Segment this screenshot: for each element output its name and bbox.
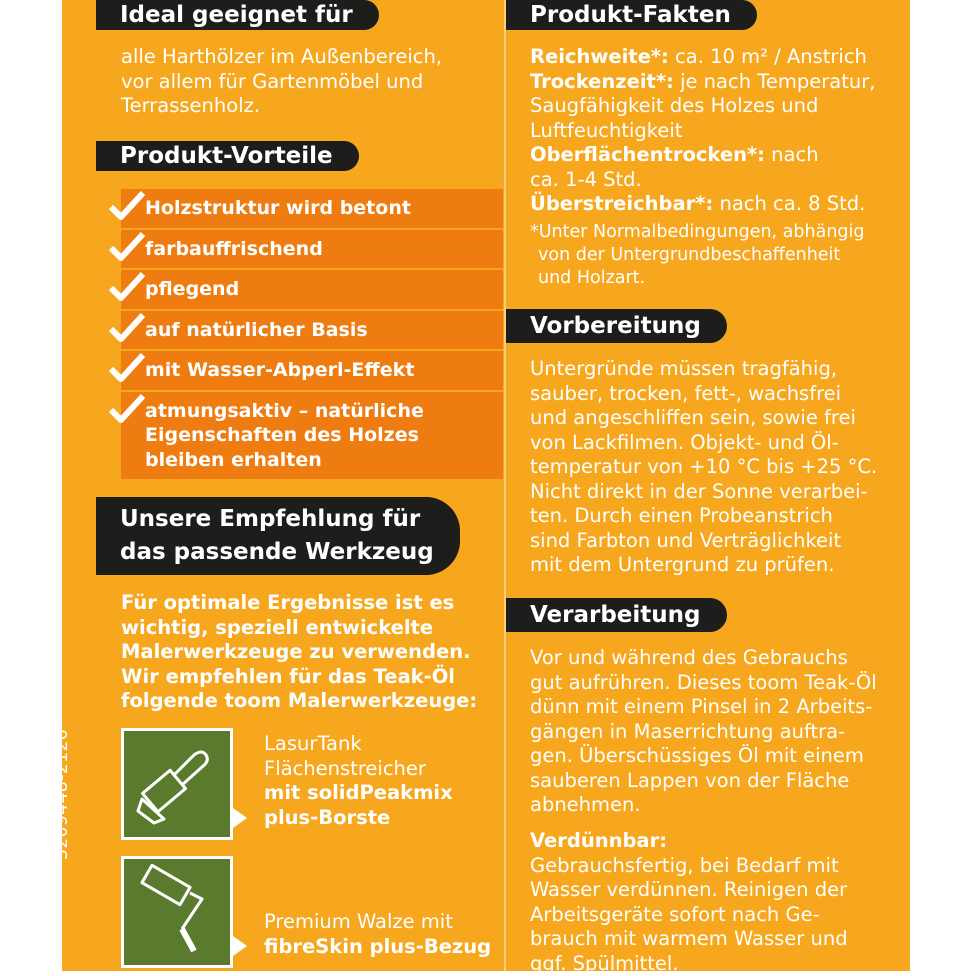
checkmark-icon xyxy=(107,270,147,308)
vorbereitung-heading: Vorbereitung xyxy=(506,309,727,343)
ideal-line: vor allem für Gartenmöbel und xyxy=(121,69,424,93)
roller-tool-box xyxy=(121,856,233,968)
empfehlung-line: Für optimale Ergebnisse ist es xyxy=(121,591,455,614)
verduennbar-text: Verdünnbar: Gebrauchsfertig, bei Bedarf mit Wasser verdünnen. Reinigen der Arbeitsgeräte sofort nach Ge- brauch mit warmem Wasser und ggf. Spülmittel. xyxy=(530,829,848,975)
empfehlung-line: folgende toom Malerwerkzeuge: xyxy=(121,689,478,712)
checkmark-icon xyxy=(107,311,147,349)
benefit-item: atmungsaktiv – natürliche Eigenschaften des Holzes bleiben erhalten xyxy=(121,392,503,480)
benefit-item: auf natürlicher Basis xyxy=(121,311,503,350)
ideal-line: alle Harthölzer im Außenbereich, xyxy=(121,45,443,68)
empfehlung-line: Malerwerkzeuge zu verwenden. xyxy=(121,640,471,663)
brush-icon xyxy=(124,731,230,837)
article-number: 3209448-2126 xyxy=(52,728,72,860)
fakten-footnote: *Unter Normalbedingungen, abhängig von der Untergrundbeschaffenheit und Holzart. xyxy=(530,222,865,288)
verarbeitung-heading: Verarbeitung xyxy=(506,598,727,632)
brush-tool-arrow xyxy=(233,808,247,828)
empfehlung-text xyxy=(121,591,477,714)
empfehlung-line: wichtig, speziell entwickelte xyxy=(121,615,434,639)
empfehlung-line: Wir empfehlen für das Teak-Öl xyxy=(121,664,455,688)
ideal-heading: Ideal geeignet für xyxy=(96,0,379,30)
brush-tool-text: LasurTank Flächenstreicher mit solidPeakmix plus-Borste xyxy=(264,732,453,829)
ideal-line: Terrassenholz. xyxy=(121,94,261,117)
product-label xyxy=(52,0,910,975)
roller-tool-arrow xyxy=(233,936,247,956)
brush-tool-box xyxy=(121,728,233,840)
ideal-text xyxy=(121,45,442,119)
benefit-item: farbauffrischend xyxy=(121,230,503,269)
benefit-item: Holzstruktur wird betont xyxy=(121,189,503,228)
checkmark-icon xyxy=(107,351,147,389)
roller-icon xyxy=(124,859,230,965)
fakten-text: Reichweite*: ca. 10 m² / Anstrich Trockenzeit*: je nach Temperatur, Saugfähigkeit des Holzes und Luftfeuchtigkeit Oberflächentrocken*: nach ca. 1-4 Std. Überstreichbar*: nach ca. 8 Std. xyxy=(530,45,876,215)
benefits-list xyxy=(121,189,503,481)
empfehlung-heading: Unsere Empfehlung für das passende Werkzeug xyxy=(96,497,460,575)
vorbereitung-text: Untergründe müssen tragfähig, sauber, trocken, fett-, wachsfrei und angeschliffen sein, sowie frei von Lackfilmen. Objekt- und Öl- temperatur von +10 °C bis +25 °C. Nicht direkt in der Sonne verarbei- ten. Durch einen Probeanstrich sind Farbton und Verträglichkeit mit dem Untergrund zu prüfen. xyxy=(530,357,878,576)
checkmark-icon xyxy=(107,189,147,227)
benefit-item: pflegend xyxy=(121,270,503,309)
column-divider xyxy=(504,0,506,971)
checkmark-icon xyxy=(107,230,147,268)
fakten-heading: Produkt-Fakten xyxy=(506,0,757,30)
vorteile-heading: Produkt-Vorteile xyxy=(96,141,359,171)
roller-tool-text: Premium Walze mit fibreSkin plus-Bezug xyxy=(264,910,492,958)
checkmark-icon xyxy=(107,392,147,430)
verarbeitung-text: Vor und während des Gebrauchs gut aufrühren. Dieses toom Teak-Öl dünn mit einem Pinsel in 2 Arbeits- gängen in Maserrichtung auftra- gen. Überschüssiges Öl mit einem sauberen Lappen von der Fläche abnehmen. xyxy=(530,646,877,816)
benefit-item: mit Wasser-Abperl-Effekt xyxy=(121,351,503,390)
